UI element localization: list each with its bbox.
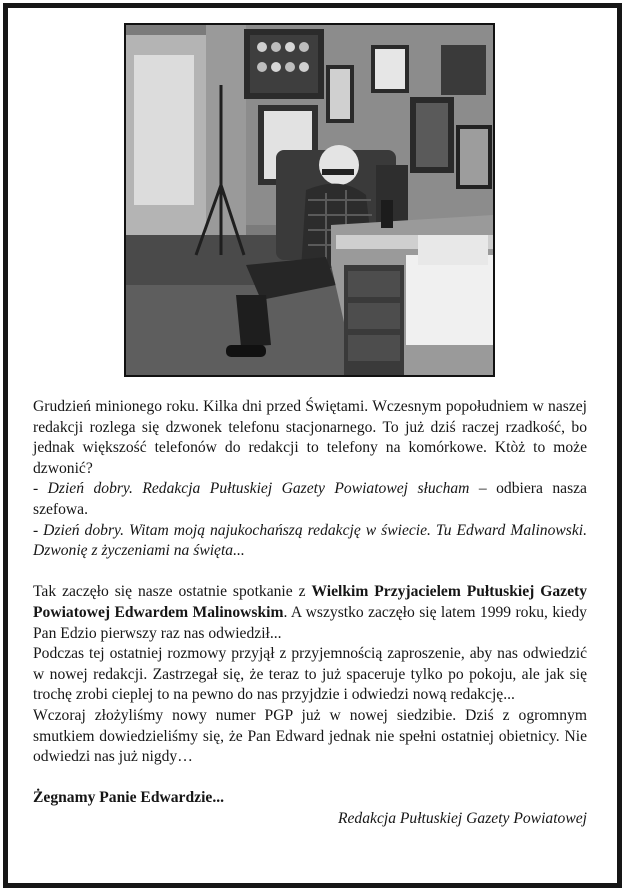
intro-paragraph: Grudzień minionego roku. Kilka dni przed Świętami. Wczesnym popołudniem w naszej redakcji rozlega się dzwonek telefonu stacjonarnego. To już dziś raczej rzadkość, bo jednak większość telefonów do redakcji to telefony na komórkowe. Ktòż to może dzwonić? [33,398,587,477]
dialog-quote-1: - Dzień dobry. Redakcja Pułtuskiej Gazety Powiatowej słucham [33,480,470,498]
paragraph-gap [33,768,587,789]
article-text [33,397,587,829]
memorial-photo [124,23,495,377]
farewell: Żegnamy Panie Edwardzie... [33,789,225,807]
memory-paragraph [33,582,587,644]
memory-rest: . A wszystko zaczęło się latem 1999 roku, kiedy Pan Edzio pierwszy raz nas odwiedził... [33,603,587,642]
dialog-line-2: - Dzień dobry. Witam moją najukochańszą redakcję w świecie. Tu Edward Malinowski. Dzwonię z życzeniami na święta... [33,521,587,560]
memory-intro: Tak zaczęło się nasze ostatnie spotkanie z [33,583,312,601]
dialog-rest-1: – odbiera nasza szefowa. [33,480,587,518]
paragraph-gap [33,562,587,583]
dialog-line-1 [33,479,587,520]
news-paragraph: Wczoraj złożyliśmy nowy numer PGP już w nowej siedzibie. Dziś z ogromnym smutkiem dowiedzieliśmy się, że Pan Edward jednak nie spełni ostatniej obietnicy. Nie odwiedzi nas już nigdy… [33,706,587,766]
photo-illustration [126,25,493,375]
invitation-paragraph: Podczas tej ostatniej rozmowy przyjął z przyjemnością zaproszenie, aby nas odwiedzić w nowej redakcji. Zastrzegał się, że teraz to już spaceruje tylko po pokoju, ale jak się trochę zrobi cieplej to na pewno do nas przyjdzie i odwiedzi nową redakcję... [33,645,587,704]
memory-bold-name: Wielkim Przyjacielem Pułtuskiej Gazety Powiatowej Edwardem Malinowskim [33,583,587,621]
signature: Redakcja Pułtuskiej Gazety Powiatowej [337,809,587,827]
